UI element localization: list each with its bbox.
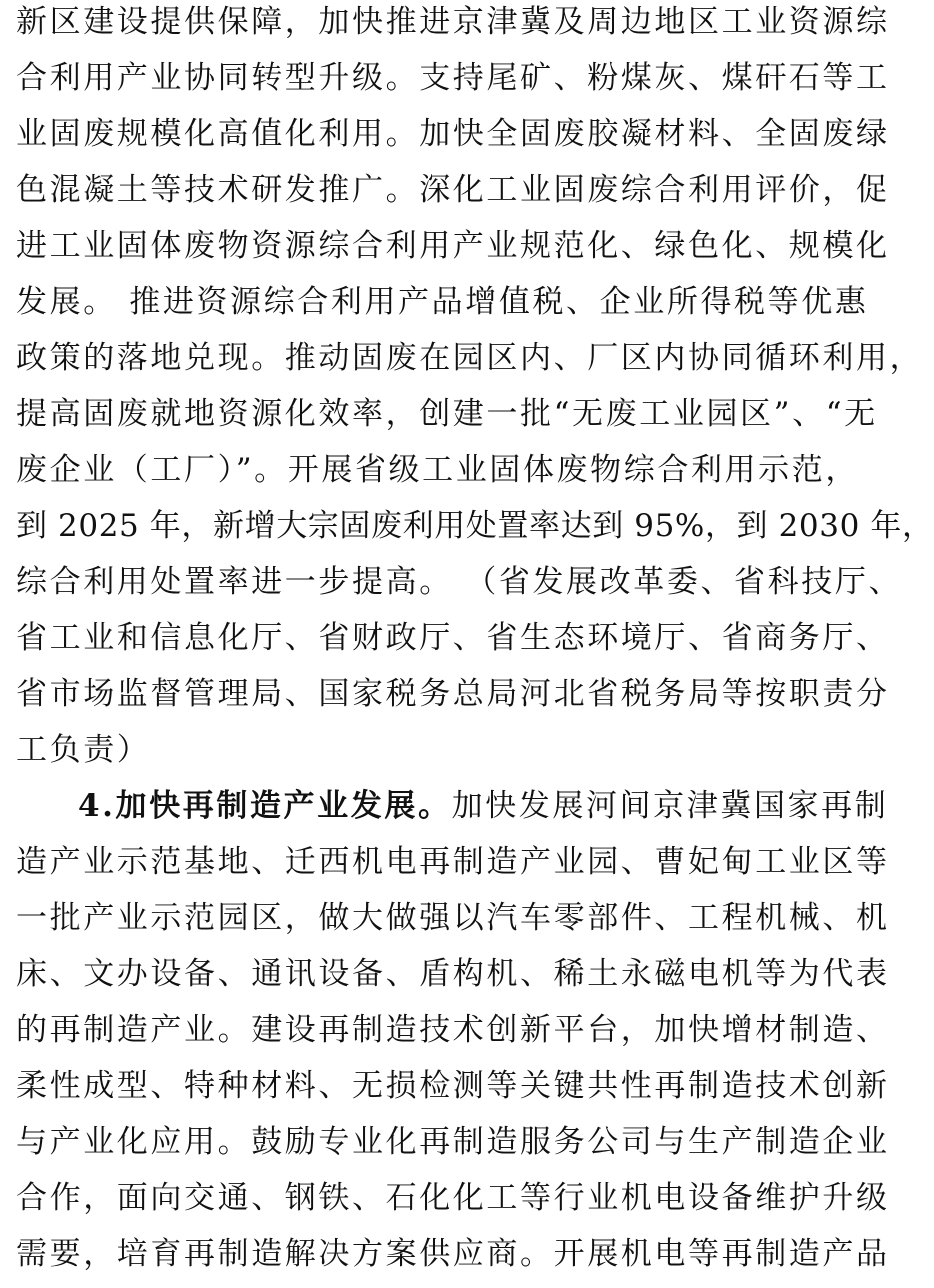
- text-line: 政策的落地兑现。推动固废在园区内、厂区内协同循环利用，: [16, 340, 924, 376]
- section-4-heading: 4.加快再制造产业发展。: [78, 788, 452, 824]
- text-line: 合作，面向交通、钢铁、石化化工等行业机电设备维护升级: [16, 1180, 890, 1216]
- section-4-first-line: [16, 778, 889, 834]
- text-line: 的再制造产业。建设再制造技术创新平台，加快增材制造、: [16, 1012, 890, 1048]
- text-line: 到 2025 年，新增大宗固废利用处置率达到 95%，到 2030 年，: [16, 508, 934, 544]
- text-line: 综合利用处置率进一步提高。 （省发展改革委、省科技厅、: [16, 564, 903, 600]
- text-line: 发展。 推进资源综合利用产品增值税、企业所得税等优惠: [16, 284, 869, 320]
- text-line: 废企业（工厂）”。开展省级工业固体废物综合利用示范，: [16, 452, 859, 488]
- text-line: 提高固废就地资源化效率，创建一批“无废工业园区”、“无: [16, 396, 878, 432]
- text-line: 新区建设提供保障，加快推进京津冀及周边地区工业资源综: [16, 4, 890, 40]
- text-line: 进工业固体废物资源综合利用产业规范化、绿色化、规模化: [16, 228, 890, 264]
- text-line: 工负责）: [16, 732, 151, 768]
- text-line: 床、文办设备、通讯设备、盾构机、稀土永磁电机等为代表: [16, 956, 890, 992]
- text-line: 省工业和信息化厅、省财政厅、省生态环境厅、省商务厅、: [16, 620, 890, 656]
- section-4-first-line-text: 加快发展河间京津冀国家再制: [451, 788, 889, 824]
- text-line: 合利用产业协同转型升级。支持尾矿、粉煤灰、煤矸石等工: [16, 60, 890, 96]
- text-line: 需要，培育再制造解决方案供应商。开展机电等再制造产品: [16, 1236, 890, 1272]
- text-line: 与产业化应用。鼓励专业化再制造服务公司与生产制造企业: [16, 1124, 890, 1160]
- text-line: 柔性成型、特种材料、无损检测等关键共性再制造技术创新: [16, 1068, 890, 1104]
- text-line: 一批产业示范园区，做大做强以汽车零部件、工程机械、机: [16, 900, 890, 936]
- text-line: 业固废规模化高值化利用。加快全固废胶凝材料、全固废绿: [16, 116, 890, 152]
- text-line: 色混凝土等技术研发推广。深化工业固废综合利用评价，促: [16, 172, 890, 208]
- text-line: 省市场监督管理局、国家税务总局河北省税务局等按职责分: [16, 676, 890, 712]
- text-line: 造产业示范基地、迁西机电再制造产业园、曹妃甸工业区等: [16, 844, 890, 880]
